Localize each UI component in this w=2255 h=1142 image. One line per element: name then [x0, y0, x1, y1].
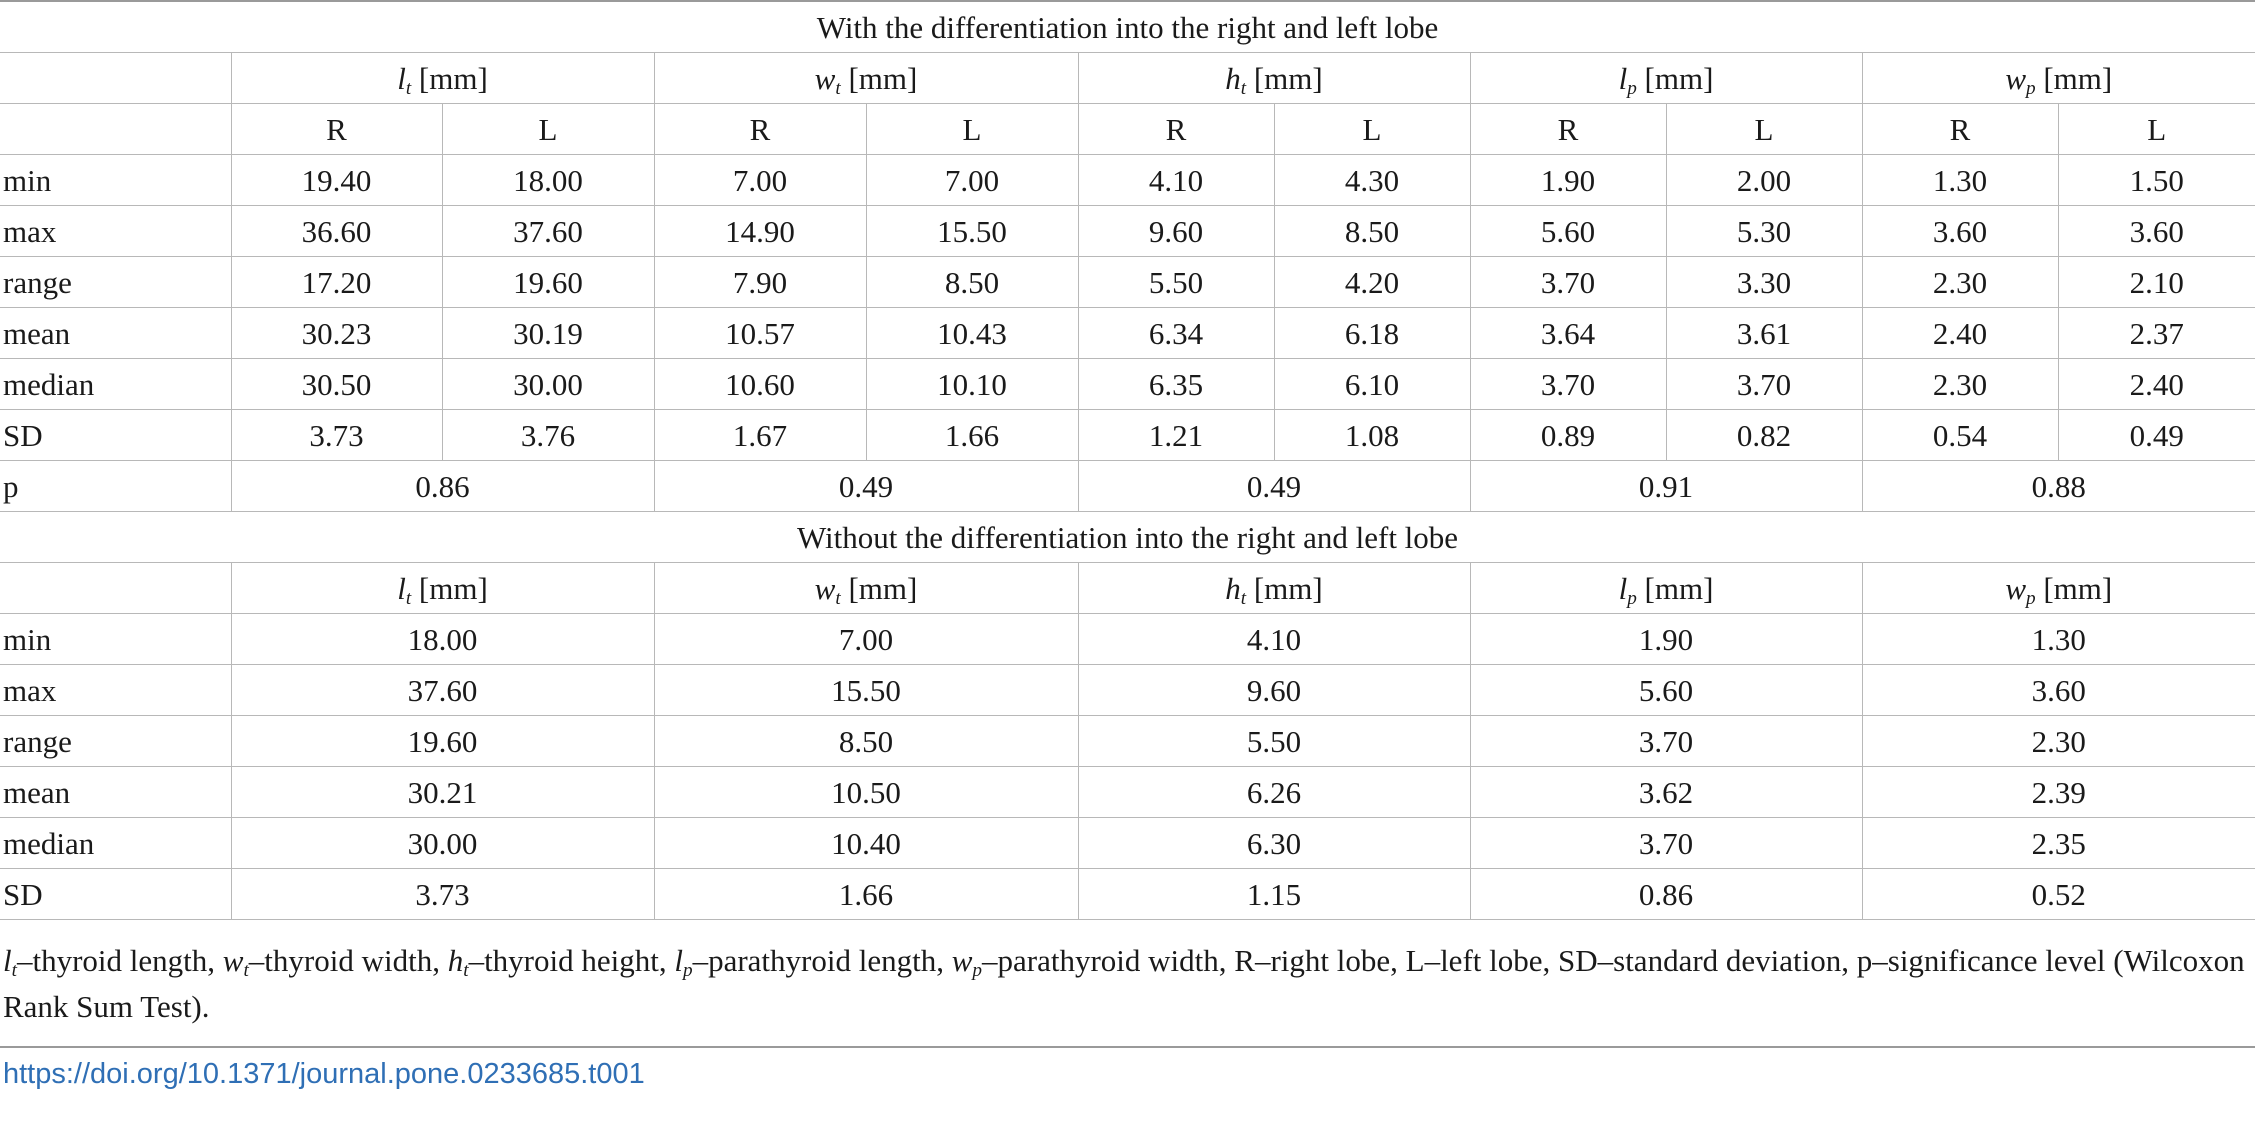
value-cell: 3.60: [2058, 206, 2255, 257]
variable-unit: [mm]: [411, 570, 488, 606]
value-cell: 6.30: [1078, 818, 1470, 869]
table-row: [0, 614, 2255, 665]
value-cell: 3.73: [231, 869, 654, 920]
value-cell: 3.73: [231, 410, 442, 461]
variable-letter: l: [3, 943, 12, 978]
value-cell: 10.40: [654, 818, 1078, 869]
variable-subscript: t: [835, 77, 841, 99]
variable-letter: w: [814, 60, 836, 96]
value-cell: 4.20: [1274, 257, 1470, 308]
table-row: [0, 257, 2255, 308]
value-cell: 3.70: [1666, 359, 1862, 410]
variable-symbol: [1618, 570, 1637, 609]
header-empty-cell: [0, 104, 231, 155]
value-cell: 9.60: [1078, 206, 1274, 257]
variable-letter: w: [2005, 60, 2026, 96]
table-row: [0, 665, 2255, 716]
variable-subscript: p: [682, 959, 693, 981]
value-cell: 0.49: [1078, 461, 1470, 512]
value-cell: 15.50: [866, 206, 1078, 257]
value-cell: 5.60: [1470, 206, 1666, 257]
doi-link[interactable]: https://doi.org/10.1371/journal.pone.0233685.t001: [3, 1058, 645, 1090]
variable-symbol: [1225, 570, 1247, 609]
variable-symbol: [1618, 60, 1637, 99]
side-header-right: R: [1862, 104, 2058, 155]
row-label: range: [0, 716, 231, 767]
row-label: SD: [0, 869, 231, 920]
value-cell: 1.66: [654, 869, 1078, 920]
row-label: max: [0, 665, 231, 716]
value-cell: 30.21: [231, 767, 654, 818]
side-header-right: R: [1078, 104, 1274, 155]
variable-symbol: [397, 570, 412, 609]
value-cell: 6.10: [1274, 359, 1470, 410]
value-cell: 19.60: [442, 257, 654, 308]
value-cell: 5.30: [1666, 206, 1862, 257]
value-cell: 7.00: [654, 614, 1078, 665]
value-cell: 10.43: [866, 308, 1078, 359]
value-cell: 10.60: [654, 359, 866, 410]
value-cell: 10.50: [654, 767, 1078, 818]
value-cell: 1.30: [1862, 155, 2058, 206]
value-cell: 1.50: [2058, 155, 2255, 206]
variable-subscript: p: [2026, 77, 2036, 99]
variable-header: [1862, 53, 2255, 104]
row-label: SD: [0, 410, 231, 461]
value-cell: 7.90: [654, 257, 866, 308]
value-cell: 18.00: [442, 155, 654, 206]
side-header-left: L: [1666, 104, 1862, 155]
value-cell: 10.10: [866, 359, 1078, 410]
table-footnote: [0, 920, 2255, 1038]
variable-letter: l: [1618, 570, 1628, 606]
value-cell: 3.30: [1666, 257, 1862, 308]
variable-unit: [mm]: [1246, 570, 1323, 606]
value-cell: 6.18: [1274, 308, 1470, 359]
table-body: [0, 2, 2255, 920]
value-cell: 30.00: [442, 359, 654, 410]
table-row: [0, 767, 2255, 818]
variable-symbol: [1225, 60, 1247, 99]
value-cell: 0.86: [1470, 869, 1862, 920]
row-label: mean: [0, 767, 231, 818]
row-label: min: [0, 614, 231, 665]
value-cell: 3.70: [1470, 716, 1862, 767]
measurements-table: [0, 2, 2255, 920]
section-title: Without the differentiation into the right and left lobe: [0, 512, 2255, 563]
side-header-left: L: [2058, 104, 2255, 155]
value-cell: 5.50: [1078, 257, 1274, 308]
variable-letter: h: [1225, 60, 1241, 96]
variable-letter: w: [951, 943, 973, 978]
value-cell: 19.40: [231, 155, 442, 206]
value-cell: 30.00: [231, 818, 654, 869]
value-cell: 4.10: [1078, 155, 1274, 206]
variable-unit: [mm]: [1636, 60, 1714, 96]
variable-symbol: [222, 943, 249, 981]
value-cell: 30.23: [231, 308, 442, 359]
variable-subscript: p: [1627, 77, 1637, 99]
value-cell: 7.00: [654, 155, 866, 206]
value-cell: 36.60: [231, 206, 442, 257]
variable-letter: h: [1225, 570, 1241, 606]
value-cell: 5.60: [1470, 665, 1862, 716]
variable-header: [654, 53, 1078, 104]
variable-subscript: t: [405, 77, 412, 99]
value-cell: 3.70: [1470, 257, 1666, 308]
value-cell: 18.00: [231, 614, 654, 665]
value-cell: 9.60: [1078, 665, 1470, 716]
value-cell: 37.60: [231, 665, 654, 716]
side-header-left: L: [442, 104, 654, 155]
variable-letter: l: [397, 60, 406, 96]
value-cell: 4.30: [1274, 155, 1470, 206]
variable-subscript: t: [11, 959, 17, 981]
variable-symbol: [2005, 570, 2036, 609]
variable-header-row: [0, 563, 2255, 614]
variable-header: [231, 53, 654, 104]
variable-symbol: [447, 943, 469, 981]
value-cell: 2.10: [2058, 257, 2255, 308]
table-row: [0, 716, 2255, 767]
value-cell: 2.40: [2058, 359, 2255, 410]
row-label: max: [0, 206, 231, 257]
variable-symbol: [951, 943, 983, 981]
value-cell: 0.86: [231, 461, 654, 512]
variable-subscript: p: [2026, 587, 2036, 609]
value-cell: 1.90: [1470, 155, 1666, 206]
variable-header: [1470, 563, 1862, 614]
value-cell: 3.62: [1470, 767, 1862, 818]
row-label: median: [0, 818, 231, 869]
variable-symbol: [814, 570, 841, 609]
footnote-text: –thyroid length,: [16, 943, 223, 978]
table-row: [0, 206, 2255, 257]
variable-subscript: t: [1240, 77, 1247, 99]
value-cell: 30.50: [231, 359, 442, 410]
value-cell: 5.50: [1078, 716, 1470, 767]
side-header-right: R: [1470, 104, 1666, 155]
value-cell: 2.35: [1862, 818, 2255, 869]
value-cell: 8.50: [654, 716, 1078, 767]
table-row: [0, 359, 2255, 410]
value-cell: 1.21: [1078, 410, 1274, 461]
section-title-row: [0, 512, 2255, 563]
value-cell: 6.26: [1078, 767, 1470, 818]
variable-header: [1470, 53, 1862, 104]
footnote-text: –thyroid width,: [248, 943, 448, 978]
value-cell: 0.89: [1470, 410, 1666, 461]
value-cell: 0.52: [1862, 869, 2255, 920]
variable-subscript: t: [1240, 587, 1247, 609]
variable-symbol: [814, 60, 841, 99]
value-cell: 1.67: [654, 410, 866, 461]
value-cell: 6.35: [1078, 359, 1274, 410]
value-cell: 10.57: [654, 308, 866, 359]
variable-letter: h: [447, 943, 464, 978]
value-cell: 1.30: [1862, 614, 2255, 665]
value-cell: 14.90: [654, 206, 866, 257]
value-cell: 2.30: [1862, 716, 2255, 767]
value-cell: 1.08: [1274, 410, 1470, 461]
variable-symbol: [674, 943, 693, 981]
variable-header: [231, 563, 654, 614]
value-cell: 2.30: [1862, 257, 2058, 308]
value-cell: 3.76: [442, 410, 654, 461]
variable-symbol: [397, 60, 412, 99]
variable-subscript: t: [463, 959, 469, 981]
value-cell: 37.60: [442, 206, 654, 257]
value-cell: 4.10: [1078, 614, 1470, 665]
variable-header: [1078, 563, 1470, 614]
variable-header: [1862, 563, 2255, 614]
value-cell: 3.61: [1666, 308, 1862, 359]
table-row: [0, 308, 2255, 359]
value-cell: 0.49: [654, 461, 1078, 512]
header-empty-cell: [0, 53, 231, 104]
value-cell: 0.88: [1862, 461, 2255, 512]
variable-letter: w: [222, 943, 244, 978]
value-cell: 3.60: [1862, 665, 2255, 716]
value-cell: 2.39: [1862, 767, 2255, 818]
table-row: [0, 869, 2255, 920]
footnote-text: –parathyroid width, R–right lobe, L–left lobe, SD–standard deviation, p–significance level (Wilcoxon Rank Sum Test).: [3, 943, 2245, 1024]
value-cell: 0.82: [1666, 410, 1862, 461]
variable-letter: l: [674, 943, 683, 978]
table-row: [0, 410, 2255, 461]
side-header-right: R: [231, 104, 442, 155]
row-label: range: [0, 257, 231, 308]
value-cell: 8.50: [1274, 206, 1470, 257]
side-header-row: [0, 104, 2255, 155]
variable-subscript: p: [972, 959, 983, 981]
row-label: median: [0, 359, 231, 410]
value-cell: 3.70: [1470, 818, 1862, 869]
value-cell: 19.60: [231, 716, 654, 767]
variable-header-row: [0, 53, 2255, 104]
variable-letter: w: [2005, 570, 2026, 606]
value-cell: 7.00: [866, 155, 1078, 206]
variable-letter: l: [397, 570, 406, 606]
footnote-text: –parathyroid length,: [692, 943, 952, 978]
value-cell: 15.50: [654, 665, 1078, 716]
value-cell: 1.90: [1470, 614, 1862, 665]
variable-unit: [mm]: [840, 570, 918, 606]
value-cell: 2.00: [1666, 155, 1862, 206]
row-label: min: [0, 155, 231, 206]
variable-header: [1078, 53, 1470, 104]
value-cell: 0.91: [1470, 461, 1862, 512]
table-row: [0, 155, 2255, 206]
variable-subscript: p: [1627, 587, 1637, 609]
row-label: mean: [0, 308, 231, 359]
variable-symbol: [2005, 60, 2036, 99]
value-cell: 1.66: [866, 410, 1078, 461]
variable-unit: [mm]: [1246, 60, 1323, 96]
table-row: [0, 461, 2255, 512]
value-cell: 3.60: [1862, 206, 2058, 257]
variable-subscript: t: [243, 959, 249, 981]
value-cell: 2.40: [1862, 308, 2058, 359]
variable-unit: [mm]: [411, 60, 488, 96]
value-cell: 6.34: [1078, 308, 1274, 359]
section-title-row: [0, 2, 2255, 53]
value-cell: 0.49: [2058, 410, 2255, 461]
value-cell: 3.70: [1470, 359, 1666, 410]
variable-header: [654, 563, 1078, 614]
value-cell: 1.15: [1078, 869, 1470, 920]
value-cell: 0.54: [1862, 410, 2058, 461]
variable-subscript: t: [835, 587, 841, 609]
variable-unit: [mm]: [2035, 570, 2113, 606]
value-cell: 8.50: [866, 257, 1078, 308]
variable-symbol: [3, 943, 17, 981]
table-row: [0, 818, 2255, 869]
variable-unit: [mm]: [1636, 570, 1714, 606]
side-header-left: L: [866, 104, 1078, 155]
variable-unit: [mm]: [2035, 60, 2113, 96]
variable-letter: w: [814, 570, 836, 606]
side-header-left: L: [1274, 104, 1470, 155]
variable-letter: l: [1618, 60, 1628, 96]
value-cell: 2.37: [2058, 308, 2255, 359]
footnote-text: –thyroid height,: [468, 943, 675, 978]
variable-unit: [mm]: [840, 60, 918, 96]
header-empty-cell: [0, 563, 231, 614]
value-cell: 17.20: [231, 257, 442, 308]
section-title: With the differentiation into the right and left lobe: [0, 2, 2255, 53]
value-cell: 30.19: [442, 308, 654, 359]
side-header-right: R: [654, 104, 866, 155]
value-cell: 3.64: [1470, 308, 1666, 359]
value-cell: 2.30: [1862, 359, 2058, 410]
row-label: p: [0, 461, 231, 512]
variable-subscript: t: [405, 587, 412, 609]
